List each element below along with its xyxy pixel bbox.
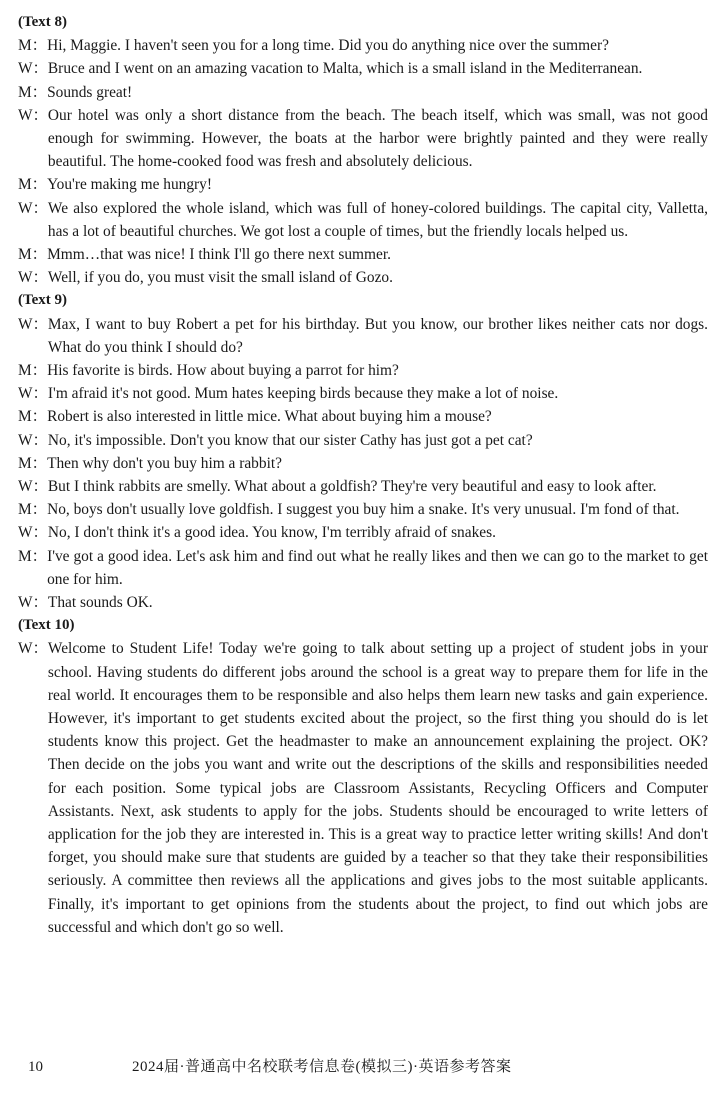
dialogue-line <box>18 359 708 382</box>
speaker-label: M： <box>18 454 48 472</box>
dialogue-line <box>18 57 708 80</box>
dialogue-text: But I think rabbits are smelly. What about a goldfish? They're very beautiful and easy to look after. <box>47 478 657 496</box>
dialogue-text: I've got a good idea. Let's ask him and find out what he really likes and then we can go to the market to get one for him. <box>47 547 708 588</box>
dialogue-text: You're making me hungry! <box>47 176 213 194</box>
dialogue-text: No, it's impossible. Don't you know that our sister Cathy has just got a pet cat? <box>47 431 533 449</box>
dialogue-line <box>18 173 708 196</box>
speaker-label: M： <box>18 547 48 565</box>
page-footer <box>24 1052 704 1082</box>
speaker-label: M： <box>18 408 48 426</box>
dialogue-text: Hi, Maggie. I haven't seen you for a long time. Did you do anything nice over the summer? <box>47 37 609 55</box>
speaker-label: W： <box>18 106 48 124</box>
dialogue-line <box>18 81 708 104</box>
footer-title: 2024届·普通高中名校联考信息卷(模拟三)·英语参考答案 <box>132 1059 512 1075</box>
dialogue-text: I'm afraid it's not good. Mum hates keeping birds because they make a lot of noise. <box>47 385 559 403</box>
dialogue-text: Well, if you do, you must visit the small island of Gozo. <box>47 269 393 287</box>
dialogue-text: No, I don't think it's a good idea. You know, I'm terribly afraid of snakes. <box>47 524 496 542</box>
dialogue-text: His favorite is birds. How about buying a parrot for him? <box>47 362 399 380</box>
dialogue-section <box>18 614 708 939</box>
dialogue-line <box>18 452 708 475</box>
section-heading: (Text 10) <box>18 617 75 634</box>
dialogue-text: Then why don't you buy him a rabbit? <box>47 454 282 472</box>
dialogue-section <box>18 289 708 614</box>
speaker-label: W： <box>18 199 48 217</box>
dialogue-line <box>18 475 708 498</box>
speaker-label: W： <box>18 478 48 496</box>
speaker-label: M： <box>18 83 48 101</box>
dialogue-text: Sounds great! <box>47 83 133 101</box>
dialogue-line <box>18 313 708 359</box>
dialogue-line <box>18 266 708 289</box>
dialogue-line <box>18 197 708 243</box>
speaker-label: M： <box>18 501 48 519</box>
speaker-label: M： <box>18 246 48 264</box>
dialogue-line <box>18 382 708 405</box>
dialogue-text: We also explored the whole island, which was full of honey-colored buildings. The capital city, Valletta, has a lot of beautiful churches. We got lost a couple of times, but the friendly locals helped us. <box>47 199 708 240</box>
speaker-label: W： <box>18 269 48 287</box>
speaker-label: W： <box>18 60 48 78</box>
dialogue-section <box>18 11 708 289</box>
speaker-label: W： <box>18 385 48 403</box>
speaker-label: W： <box>18 431 48 449</box>
dialogue-text: Mmm…that was nice! I think I'll go there next summer. <box>47 246 391 264</box>
speaker-label: M： <box>18 362 48 380</box>
speaker-label: M： <box>18 37 48 55</box>
dialogue-text: That sounds OK. <box>47 594 153 612</box>
dialogue-line <box>18 34 708 57</box>
dialogue-text: Our hotel was only a short distance from the beach. The beach itself, which was small, was not good enough for swimming. However, the boats at the harbor were brightly painted and they were really beautiful. The home-cooked food was fresh and absolutely delicious. <box>47 106 708 171</box>
dialogue-line <box>18 104 708 174</box>
dialogue-text: No, boys don't usually love goldfish. I suggest you buy him a snake. It's very unusual. I'm fond of that. <box>47 501 680 519</box>
dialogue-line <box>18 405 708 428</box>
document-body <box>18 11 708 939</box>
dialogue-line <box>18 429 708 452</box>
speaker-label: W： <box>18 524 48 542</box>
dialogue-line <box>18 545 708 591</box>
speaker-label: W： <box>18 594 48 612</box>
dialogue-text: Max, I want to buy Robert a pet for his birthday. But you know, our brother likes neither cats nor dogs. What do you think I should do? <box>47 315 708 356</box>
dialogue-text: Bruce and I went on an amazing vacation to Malta, which is a small island in the Mediterranean. <box>47 60 643 78</box>
speaker-label: W： <box>18 640 48 658</box>
section-heading: (Text 9) <box>18 292 68 309</box>
dialogue-line <box>18 591 708 614</box>
dialogue-line <box>18 243 708 266</box>
dialogue-line <box>18 498 708 521</box>
dialogue-text: Robert is also interested in little mice. What about buying him a mouse? <box>47 408 492 426</box>
dialogue-line <box>18 521 708 544</box>
speaker-label: M： <box>18 176 48 194</box>
page-number: 10 <box>28 1059 43 1075</box>
speaker-label: W： <box>18 315 48 333</box>
section-heading: (Text 8) <box>18 14 68 30</box>
dialogue-text: Welcome to Student Life! Today we're going to talk about setting up a project of student jobs in your school. Having students do different jobs around the school is a great way to prepare them for life in the real world. It encourages them to be responsible and also helps them learn new tasks and gain experience. However, it's important to get students excited about the project, so the first thing you should do is let students know this project. Get the headmaster to make an announcement explaining the project. OK? Then decide on the jobs you want and write out the descriptions of the skills and responsibilities needed for each position. Some typical jobs are Classroom Assistants, Recycling Officers and Computer Assistants. Next, ask students to apply for the jobs. Students should be encouraged to write letters of application for the job they are interested in. This is a great way to practice letter writing skills! And don't forget, you should make sure that students are guided by a teacher so that they take their responsibilities seriously. A committee then reviews all the applications and gives jobs to the most suitable applicants. Finally, it's important to get opinions from the students about the project, to find out which jobs are successful and which don't go so well. <box>47 640 708 936</box>
dialogue-line <box>18 637 708 939</box>
